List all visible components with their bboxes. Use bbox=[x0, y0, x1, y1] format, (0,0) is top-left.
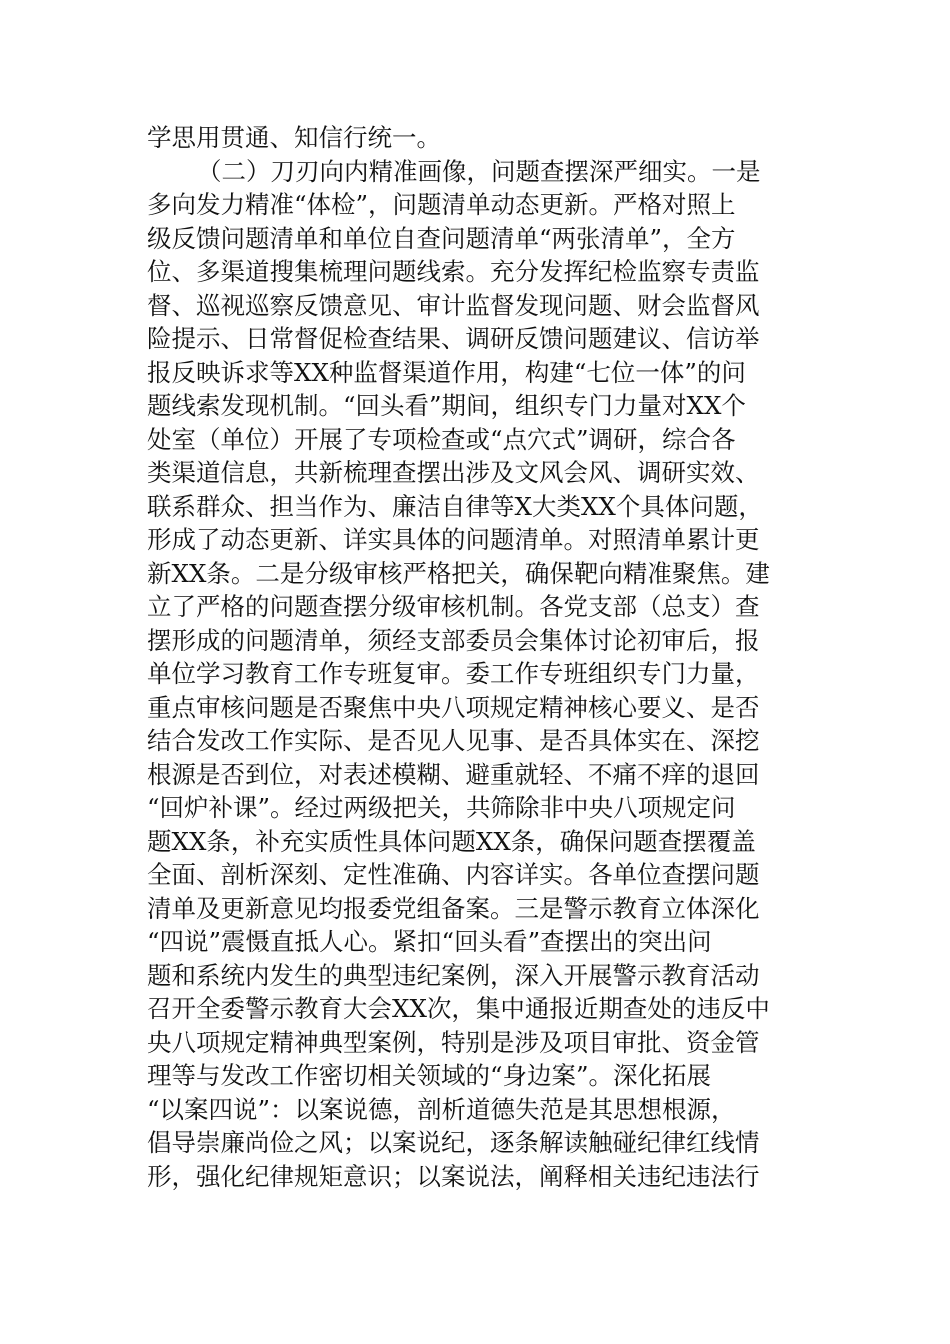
text-line: 理等与发改工作密切相关领域的“身边案”。深化拓展 bbox=[147, 1061, 712, 1090]
text-line: 类渠道信息，共新梳理查摆出涉及文风会风、调研实效、 bbox=[147, 458, 760, 487]
text-line: 央八项规定精神典型案例，特别是涉及项目审批、资金管 bbox=[147, 1027, 760, 1057]
text-line: 级反馈问题清单和单位自查问题清单“两张清单”，全方 bbox=[147, 223, 736, 253]
text-line: 形，强化纪律规矩意识；以案说法，阐释相关违纪违法行 bbox=[147, 1161, 760, 1191]
text-line: 多向发力精准“体检”，问题清单动态更新。严格对照上 bbox=[147, 190, 736, 219]
text-line: 报反映诉求等XX种监督渠道作用，构建“七位一体”的问 bbox=[147, 357, 746, 387]
text-line: 立了严格的问题查摆分级审核机制。各党支部（总支）查 bbox=[147, 592, 760, 621]
text-line: 重点审核问题是否聚焦中央八项规定精神核心要义、是否 bbox=[147, 692, 760, 722]
text-line: 督、巡视巡察反馈意见、审计监督发现问题、财会监督风 bbox=[147, 290, 760, 320]
text-line: 新XX条。二是分级审核严格把关，确保靶向精准聚焦。建 bbox=[147, 558, 770, 588]
text-line: 单位学习教育工作专班复审。委工作专班组织专门力量， bbox=[147, 659, 760, 688]
text-line: 倡导崇廉尚俭之风；以案说纪，逐条解读触碰纪律红线情 bbox=[147, 1128, 760, 1157]
text-line: “以案四说”：以案说德，剖析道德失范是其思想根源， bbox=[147, 1094, 736, 1124]
text-line: 题和系统内发生的典型违纪案例，深入开展警示教育活动 bbox=[147, 960, 760, 990]
text-line: 处室（单位）开展了专项检查或“点穴式”调研，综合各 bbox=[147, 424, 736, 454]
text-line: 根源是否到位，对表述模糊、避重就轻、不痛不痒的退回 bbox=[147, 759, 760, 789]
text-line: “回炉补课”。经过两级把关，共筛除非中央八项规定问 bbox=[147, 793, 736, 822]
text-line: 题线索发现机制。“回头看”期间，组织专门力量对XX个 bbox=[147, 391, 746, 420]
text-line: 形成了动态更新、详实具体的问题清单。对照清单累计更 bbox=[147, 525, 760, 554]
text-line: 险提示、日常督促检查结果、调研反馈问题建议、信访举 bbox=[147, 324, 760, 353]
text-line: “四说”震慑直抵人心。紧扣“回头看”查摆出的突出问 bbox=[147, 927, 712, 956]
text-line: 摆形成的问题清单，须经支部委员会集体讨论初审后，报 bbox=[147, 625, 760, 655]
text-line: 召开全委警示教育大会XX次，集中通报近期查处的违反中 bbox=[147, 994, 770, 1023]
text-line: 结合发改工作实际、是否见人见事、是否具体实在、深挖 bbox=[147, 726, 760, 755]
text-line: 全面、剖析深刻、定性准确、内容详实。各单位查摆问题 bbox=[147, 860, 760, 889]
text-line: 位、多渠道搜集梳理问题线索。充分发挥纪检监察专责监 bbox=[147, 257, 760, 286]
text-line: 题XX条，补充实质性具体问题XX条，确保问题查摆覆盖 bbox=[147, 826, 756, 856]
text-line: 学思用贯通、知信行统一。 bbox=[147, 123, 441, 152]
text-line: 联系群众、担当作为、廉洁自律等X大类XX个具体问题， bbox=[147, 491, 763, 521]
document-body bbox=[147, 121, 817, 1193]
text-line: 清单及更新意见均报委党组备案。三是警示教育立体深化 bbox=[147, 893, 760, 923]
section-heading-line: （二）刀刃向内精准画像，问题查摆深严细实。一是 bbox=[197, 156, 761, 186]
